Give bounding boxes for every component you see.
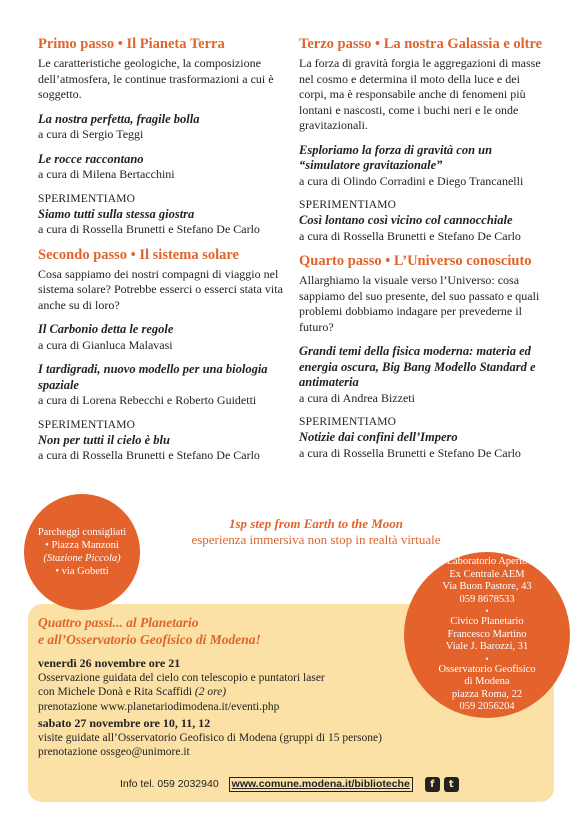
parking-circle — [24, 494, 140, 610]
location-line: Laboratorio Aperto — [446, 556, 528, 568]
talk-title: La nostra perfetta, fragile bolla — [38, 111, 200, 126]
social-icons — [425, 777, 459, 792]
talk-title: Grandi temi della fisica moderna: materia ed energia oscura, Big Bang Modello Standard e antimateria — [299, 344, 536, 389]
sperimentiamo-label: SPERIMENTIAMO — [38, 418, 136, 431]
talk-title: I tardigradi, nuovo modello per una biologia spaziale — [38, 362, 268, 392]
experiment-title: Non per tutti il cielo è blu — [38, 432, 170, 447]
talk-title: Le rocce raccontano — [38, 151, 144, 166]
event-description: Osservazione guidata del cielo con telescopio e puntatori laser — [38, 671, 325, 684]
section-title: Secondo passo • Il sistema solare — [38, 246, 239, 263]
footer — [120, 775, 459, 793]
talk-title: Il Carbonio detta le regole — [38, 322, 174, 336]
experiment-title: Così lontano così vicino col cannocchiale — [299, 213, 513, 227]
events-heading-line2: e all’Osservatorio Geofisico di Modena! — [38, 632, 261, 647]
section-primo-passo — [38, 36, 286, 238]
parking-item: • Piazza Manzoni — [45, 540, 119, 551]
vr-subtitle: esperienza immersiva non stop in realtà virtuale — [191, 532, 441, 547]
twitter-icon[interactable]: t — [444, 777, 459, 792]
location-line: Francesco Martino — [447, 628, 527, 640]
facebook-icon[interactable]: f — [425, 777, 440, 792]
location-line: di Modena — [464, 676, 510, 688]
location-line: 059 8678533 — [459, 593, 515, 605]
talk-curator: a cura di Andrea Bizzeti — [299, 390, 415, 405]
talk-curator: a cura di Olindo Corradini e Diego Trancanelli — [299, 173, 524, 188]
talk-curator: a cura di Lorena Rebecchi e Roberto Guidetti — [38, 393, 257, 407]
event-booking[interactable]: prenotazione ossgeo@unimore.it — [38, 746, 190, 758]
section-secondo-passo — [38, 247, 286, 464]
location-line: Via Buon Pastore, 43 — [442, 581, 532, 593]
location-line: Viale J. Barozzi, 31 — [445, 641, 529, 653]
location-line: piazza Roma, 22 — [451, 688, 523, 700]
section-title: Quarto passo • L’Universo conosciuto — [299, 253, 532, 269]
experiment-curator: a cura di Rossella Brunetti e Stefano De Carlo — [299, 228, 521, 243]
talk-curator: a cura di Sergio Teggi — [38, 127, 144, 141]
sperimentiamo-label: SPERIMENTIAMO — [38, 192, 136, 205]
event-saturday — [38, 716, 382, 760]
website-link[interactable]: www.comune.modena.it/biblioteche — [229, 777, 413, 792]
section-title: Primo passo • Il Pianeta Terra — [38, 36, 225, 52]
section-intro: Cosa sappiamo dei nostri compagni di viaggio nel sistema solare? Potrebbe esserci o esserci stata vita anche su di loro? — [38, 266, 283, 312]
section-title: Terzo passo • La nostra Galassia e oltre — [299, 36, 543, 52]
location-line: 059 2056204 — [459, 701, 515, 713]
talk-title: Esploriamo la forza di gravità con un “simulatore gravitazionale” — [299, 142, 493, 172]
section-quarto-passo — [299, 253, 547, 461]
event-hosts-text: con Michele Donà e Rita Scaffidi — [38, 686, 193, 698]
right-column — [299, 36, 547, 470]
experiment-curator: a cura di Rossella Brunetti e Stefano De Carlo — [38, 448, 260, 462]
event-date: sabato 27 novembre ore 10, 11, 12 — [38, 716, 211, 730]
experiment-curator: a cura di Rossella Brunetti e Stefano De Carlo — [299, 445, 521, 460]
talk-curator: a cura di Gianluca Malavasi — [38, 337, 173, 352]
talk-curator: a cura di Milena Bertacchini — [38, 167, 175, 181]
vr-title: 1sp step from Earth to the Moon — [228, 516, 404, 531]
parking-title: Parcheggi consigliati — [37, 527, 127, 538]
location-separator: • — [485, 606, 489, 617]
events-heading-line1: Quattro passi... al Planetario — [38, 615, 199, 630]
location-line: Ex Centrale AEM — [449, 568, 525, 580]
locations-circle — [404, 552, 570, 718]
event-date: venerdì 26 novembre ore 21 — [38, 656, 181, 670]
vr-experience — [166, 516, 466, 548]
section-intro: Le caratteristiche geologiche, la composizione dell’atmosfera, le continue trasformazioni a cui è soggetto. — [38, 56, 274, 101]
experiment-curator: a cura di Rossella Brunetti e Stefano De Carlo — [38, 222, 260, 236]
event-description: visite guidate all’Osservatorio Geofisico di Modena (gruppi di 15 persone) — [38, 731, 382, 744]
info-phone: Info tel. 059 2032940 — [120, 778, 219, 790]
experiment-title: Notizie dai confini dell’Impero — [299, 430, 458, 444]
experiment-title: Siamo tutti sulla stessa giostra — [38, 206, 195, 221]
section-intro: Allarghiamo la visuale verso l’Universo: cosa sappiamo del suo presente, del suo passato e quali problemi dobbiamo indagare per prevederne il futuro? — [299, 273, 540, 334]
parking-item-note: (Stazione Piccola) — [43, 553, 121, 564]
location-separator: • — [485, 653, 489, 664]
event-duration: (2 ore) — [194, 686, 227, 698]
event-friday — [38, 656, 325, 714]
location-line: Civico Planetario — [450, 616, 524, 628]
event-booking[interactable]: prenotazione www.planetariodimodena.it/eventi.php — [38, 700, 280, 713]
section-terzo-passo — [299, 36, 547, 244]
event-hosts — [38, 685, 325, 700]
left-column — [38, 36, 286, 473]
sperimentiamo-label: SPERIMENTIAMO — [299, 199, 397, 211]
section-intro: La forza di gravità forgia le aggregazioni di masse nel cosmo e determina il moto della luce e dei corpi, ma è responsabile anche di fenomeni più lontani e nascosti, come i buchi neri e le onde gravitazionali. — [299, 56, 541, 132]
sperimentiamo-label: SPERIMENTIAMO — [299, 416, 397, 428]
events-heading — [38, 614, 261, 648]
parking-item: • via Gobetti — [55, 566, 109, 577]
location-line: Osservatorio Geofisico — [438, 663, 536, 675]
